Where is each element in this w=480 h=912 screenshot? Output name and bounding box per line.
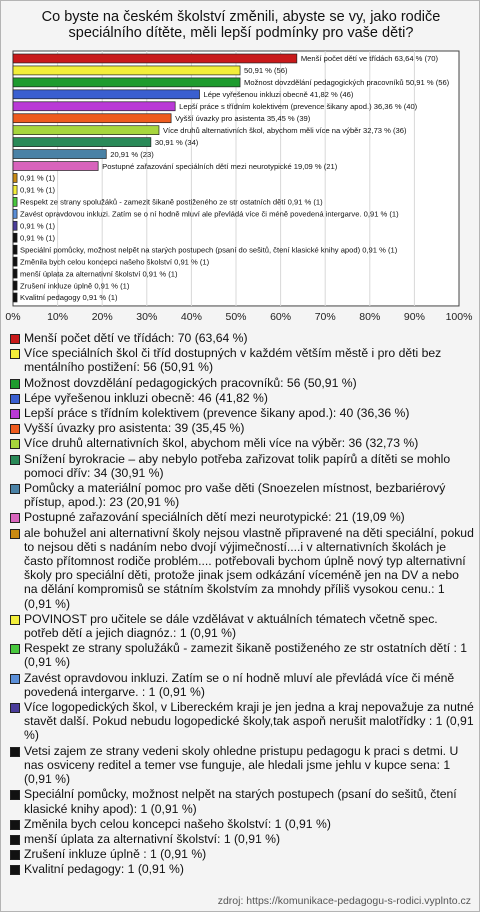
x-tick-label: 100%	[445, 310, 473, 323]
bar-label: 0,91 % (1)	[20, 185, 56, 195]
x-tick-label: 90%	[403, 310, 425, 323]
legend-swatch	[10, 379, 20, 389]
legend-swatch	[10, 747, 20, 757]
bar-label: Respekt ze strany spolužáků - zamezit šikaně postiženého ze str ostatních dětí 0,91 % (1)	[20, 197, 323, 207]
legend-label: Respekt ze strany spolužáků - zamezit šikaně postiženého ze str ostatních dětí : 1 (0,91 %)	[24, 641, 468, 670]
bar	[13, 197, 17, 206]
bar-plot	[5, 51, 473, 323]
legend-swatch	[10, 455, 20, 465]
legend-label: Zavést opravdovou inkluzi. Zatím se o ní hodně mluví ale převládá více či méně povedená intergarve. : 1 (0,91 %)	[24, 670, 455, 699]
legend-swatch	[10, 850, 20, 860]
legend-swatch	[10, 334, 20, 344]
legend-swatch	[10, 703, 20, 713]
legend-item	[9, 612, 475, 640]
bar-label: 20,91 % (23)	[110, 149, 154, 159]
legend-swatch	[10, 424, 20, 434]
legend-item	[9, 376, 475, 390]
x-tick-label: 40%	[180, 310, 202, 323]
legend-item	[9, 391, 475, 405]
legend-item	[9, 817, 475, 831]
legend-label: Více speciálních škol či tříd dostupných v každém větším městě i pro děti bez mentálního postižení: 56 (50,91 %)	[24, 346, 442, 375]
bar-label: Speciální pomůcky, možnost nelpět na starých postupech (psaní do sešitů, čtení klasické knihy apod) 0,91 % (1)	[20, 245, 398, 255]
bar	[13, 269, 17, 278]
legend-item	[9, 452, 475, 480]
legend-swatch	[10, 790, 20, 800]
bar-label: 0,91 % (1)	[20, 221, 56, 231]
legend-item	[9, 832, 475, 846]
x-tick-label: 10%	[47, 310, 69, 323]
legend-item	[9, 862, 475, 876]
legend-swatch	[10, 513, 20, 523]
bar-label: Lépe vyřešenou inkluzi obecně 41,82 % (46)	[203, 90, 354, 100]
bar-label: 0,91 % (1)	[20, 233, 56, 243]
x-tick-label: 80%	[359, 310, 381, 323]
legend-item	[9, 406, 475, 420]
legend-label: Více druhů alternativních škol, abychom měli více na výběr: 36 (32,73 %)	[24, 436, 419, 451]
bar	[13, 162, 98, 171]
bar	[13, 185, 17, 194]
bar	[13, 78, 240, 87]
legend-swatch	[10, 674, 20, 684]
bar-label: Možnost dovzdělání pedagogických pracovníků 50,91 % (56)	[244, 78, 450, 88]
legend-item	[9, 641, 475, 669]
bar-label: Kvalitní pedagogy 0,91 % (1)	[20, 293, 118, 303]
bar	[13, 245, 17, 254]
bar-label: Více druhů alternativních škol, abychom měli více na výběr 32,73 % (36)	[162, 125, 407, 135]
legend-swatch	[10, 615, 20, 625]
legend-label: Snížení byrokracie – aby nebylo potřeba zařizovat tolik papírů a dítěti se mohlo pomoci dřív: 34 (30,91 %)	[24, 451, 451, 480]
bar-label: 0,91 % (1)	[20, 173, 56, 183]
legend-label: Zrušení inkluze úplně : 1 (0,91 %)	[24, 847, 207, 862]
bar-label: menší úplata za alternativní školství 0,91 % (1)	[20, 269, 178, 279]
legend-swatch	[10, 644, 20, 654]
legend-item	[9, 510, 475, 524]
legend-item	[9, 847, 475, 861]
bar	[13, 150, 106, 159]
legend-label: Kvalitní pedagogy: 1 (0,91 %)	[24, 862, 184, 877]
legend-label: menší úplata za alternativní školství: 1 (0,91 %)	[24, 831, 281, 846]
legend-label: ale bohužel ani alternativní školy nejsou vlastně připravené na děti speciální, pokud to nejsou děti s nadáním nebo dvojí výjimečností....i v alternativních školách je často přítomnost rodiče problém.... potřebovali bychom úplně nový typ alternativní školy pro speciální děti, protože jinak jsem odkázání víceméně jen na DV a nebo na dělání kompromisů se státním školstvím za mnohdy příliš vysokou cenu.: 1 (0,91 %)	[24, 525, 474, 611]
bar	[13, 257, 17, 266]
bar	[13, 114, 171, 123]
bar	[13, 54, 297, 63]
legend	[9, 331, 475, 878]
legend-label: Možnost dovzdělání pedagogických pracovníků: 56 (50,91 %)	[24, 375, 357, 390]
legend-item	[9, 331, 475, 345]
bar	[13, 221, 17, 230]
bar-label: 30,91 % (34)	[154, 137, 199, 147]
legend-label: Změnila bych celou koncepci našeho školství: 1 (0,91 %)	[24, 816, 331, 831]
legend-swatch	[10, 409, 20, 419]
bar-label: 50,91 % (56)	[244, 66, 288, 76]
x-tick-label: 0%	[5, 310, 21, 323]
x-tick-label: 60%	[270, 310, 292, 323]
bar	[13, 138, 151, 147]
bar-label: Vyšší úvazky pro asistenta 35,45 % (39)	[175, 113, 311, 123]
bar-label: Menší počet dětí ve třídách 63,64 % (70)	[300, 54, 439, 64]
legend-label: POVINOST pro učitele se dále vzdělávat v aktuálních tématech včetně spec. potřeb dětí a jejich diagnóz.: 1 (0,91 %)	[24, 611, 438, 641]
bar	[13, 293, 17, 302]
legend-label: Pomůcky a materiální pomoc pro vaše děti (Snoezelen místnost, bezbariérový přístup, apod.): 23 (20,91 %)	[24, 481, 446, 510]
x-tick-label: 30%	[136, 310, 158, 323]
legend-label: Lepší práce s třídním kolektivem (prevence šikany apod.): 40 (36,36 %)	[24, 406, 410, 421]
legend-item	[9, 421, 475, 435]
legend-item	[9, 671, 475, 699]
legend-label: Více logopedických škol, v Libereckém kraji je jen jedna a kraj nepovažuje za nutné stavět další. Pokud nebudu logopedické školy,tak aspoň nerušit malotřídky : 1 (0,91 %)	[24, 700, 474, 743]
legend-label: Postupné zařazování speciálních dětí mezi neurotypické: 21 (19,09 %)	[24, 510, 405, 525]
bar	[13, 174, 17, 183]
legend-swatch	[10, 820, 20, 830]
bar	[13, 209, 17, 218]
legend-label: Speciální pomůcky, možnost nelpět na starých postupech (psaní do sešitů, čtení klasické knihy apod): 1 (0,91 %)	[24, 787, 457, 816]
legend-swatch	[10, 394, 20, 404]
bar-label: Lepší práce s třídním kolektivem (prevence šikany apod.) 36,36 % (40)	[179, 102, 418, 111]
bar-plot-svg	[5, 51, 473, 325]
bar-label: Postupné zařazování speciálních dětí mezi neurotypické 19,09 % (21)	[102, 161, 338, 171]
bar-label: Změnila bych celou koncepci našeho školství 0,91 % (1)	[20, 257, 210, 267]
legend-label: Lépe vyřešenou inkluzi obecně: 46 (41,82 %)	[24, 390, 268, 405]
chart-title: Co byste na českém školství změnili, abyste se vy, jako rodiče speciálního dítěte, měli lepší podmínky pro vaše děti?	[41, 9, 441, 41]
source-note: zdroj: https://komunikace-pedagogu-s-rodici.vyplnto.cz	[217, 895, 471, 907]
bar	[13, 126, 159, 135]
legend-item	[9, 481, 475, 509]
x-tick-label: 50%	[225, 310, 247, 323]
legend-swatch	[10, 484, 20, 494]
legend-label: Vyšší úvazky pro asistenta: 39 (35,45 %)	[24, 421, 245, 436]
legend-swatch	[10, 349, 20, 359]
bar	[13, 90, 200, 99]
bar	[13, 233, 17, 242]
legend-label: Vetsi zajem ze strany vedeni skoly ohledne pristupu pedagogu k praci s detmi. U nas osviceny reditel a temer vse funguje, ale hledali jsme jehlu v kupce sena: 1 (0,91 %)	[24, 743, 459, 787]
bar	[13, 102, 175, 111]
legend-item	[9, 526, 475, 611]
legend-swatch	[10, 835, 20, 845]
bar	[13, 281, 17, 290]
x-tick-label: 20%	[91, 310, 113, 323]
legend-swatch	[10, 529, 20, 539]
legend-swatch	[10, 439, 20, 449]
bar-label: Zrušení inkluze úplně 0,91 % (1)	[20, 281, 130, 291]
legend-item	[9, 346, 475, 374]
bar	[13, 66, 240, 75]
legend-item	[9, 700, 475, 743]
legend-item	[9, 436, 475, 450]
legend-item	[9, 787, 475, 815]
legend-item	[9, 744, 475, 787]
bar-label: Zavést opravdovou inkluzi. Zatím se o ní hodně mluví ale převládá více či méně povedená intergarve. 0,91 % (1)	[20, 209, 399, 219]
legend-label: Menší počet dětí ve třídách: 70 (63,64 %)	[24, 331, 248, 345]
x-tick-label: 70%	[314, 310, 336, 323]
legend-swatch	[10, 865, 20, 875]
